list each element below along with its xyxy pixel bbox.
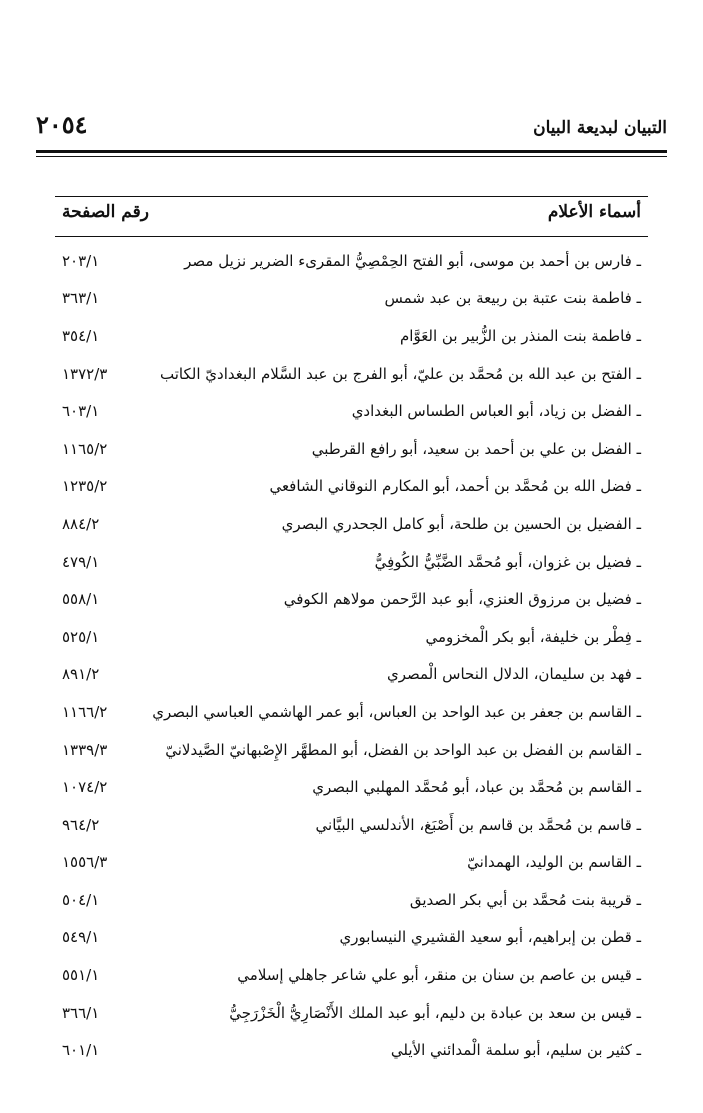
table-row	[62, 1031, 641, 1069]
table-header	[62, 202, 641, 222]
table-row	[62, 505, 641, 543]
table-row	[62, 543, 641, 581]
entry-page-ref: ٨٩١/٢	[62, 665, 100, 684]
entry-name: ـ الفضل بن زياد، أبو العباس الطساس البغدادي	[351, 402, 641, 421]
entry-page-ref: ٢٠٣/١	[62, 251, 100, 270]
table-row	[62, 392, 641, 430]
table-row	[62, 806, 641, 844]
entry-name: ـ الفضيل بن الحسين بن طلحة، أبو كامل الجحدري البصري	[281, 514, 641, 533]
table-row	[62, 355, 641, 393]
table-row	[62, 656, 641, 694]
table-row	[62, 844, 641, 882]
entry-page-ref: ١١٦٦/٢	[62, 702, 108, 721]
table-row	[62, 768, 641, 806]
entry-name: ـ القاسم بن مُحمَّد بن عباد، أبو مُحمَّد المهلبي البصري	[312, 778, 641, 797]
table-row	[62, 956, 641, 994]
table-row	[62, 580, 641, 618]
book-title: التبيان لبديعة البيان	[533, 118, 667, 138]
table-row	[62, 280, 641, 318]
entry-page-ref: ٣٥٤/١	[62, 326, 100, 345]
entry-name: ـ قيس بن سعد بن عبادة بن دليم، أبو عبد الملك الأَنْصَارِيُّ الْخَزْرَجِيُّ	[229, 1003, 641, 1022]
entry-page-ref: ١٢٣٥/٢	[62, 477, 108, 496]
entry-name: ـ القاسم بن الفضل بن عبد الواحد بن الفضل، أبو المطهَّر الإِصْبهانيّ الصَّيدلانيّ	[165, 740, 641, 759]
entry-page-ref: ٥٥٨/١	[62, 590, 100, 609]
entry-page-ref: ٦٠٣/١	[62, 402, 100, 421]
table-top-rule	[55, 196, 648, 197]
table-row	[62, 468, 641, 506]
entry-page-ref: ٣٦٣/١	[62, 289, 100, 308]
table-row	[62, 317, 641, 355]
entry-name: ـ قريبة بنت مُحمَّد بن أبي بكر الصديق	[409, 890, 641, 909]
entry-page-ref: ١٣٧٢/٣	[62, 364, 108, 383]
entry-name: ـ فضيل بن غزوان، أبو مُحمَّد الضَّبِّيُّ الكُوفِيُّ	[374, 552, 641, 571]
entry-page-ref: ١٥٥٦/٣	[62, 853, 108, 872]
table-header-rule	[55, 236, 648, 237]
table-row	[62, 618, 641, 656]
entry-name: ـ القاسم بن الوليد، الهمدانيّ	[467, 853, 641, 872]
index-list	[62, 242, 641, 1069]
entry-name: ـ قطن بن إبراهيم، أبو سعيد القشيري النيسابوري	[339, 928, 641, 947]
entry-name: ـ قيس بن عاصم بن سنان بن منقر، أبو علي شاعر جاهلي إسلامي	[237, 966, 641, 985]
page-number: ٢٠٥٤	[36, 110, 88, 139]
table-row	[62, 994, 641, 1032]
entry-name: ـ الفتح بن عبد الله بن مُحمَّد بن عليّ، أبو الفرج بن عبد السَّلام البغداديّ الكاتب	[160, 364, 641, 383]
entry-name: ـ كثير بن سليم، أبو سلمة الْمدائني الأيلي	[390, 1041, 641, 1060]
entry-page-ref: ٥٢٥/١	[62, 627, 100, 646]
entry-name: ـ الفضل بن علي بن أحمد بن سعيد، أبو رافع القرطبي	[311, 439, 641, 458]
entry-name: ـ فارس بن أحمد بن موسى، أبو الفتح الحِمْصِيُّ المقرىء الضرير نزيل مصر	[184, 251, 641, 270]
entry-name: ـ فهد بن سليمان، الدلال النحاس الْمصري	[386, 665, 641, 684]
entry-name: ـ القاسم بن جعفر بن عبد الواحد بن العباس، أبو عمر الهاشمي العباسي البصري	[152, 702, 641, 721]
column-header-page: رقم الصفحة	[62, 202, 149, 222]
table-row	[62, 430, 641, 468]
entry-page-ref: ٦٠١/١	[62, 1041, 100, 1060]
entry-name: ـ فضل الله بن مُحمَّد بن أحمد، أبو المكارم النوقاني الشافعي	[269, 477, 641, 496]
entry-page-ref: ٥٠٤/١	[62, 890, 100, 909]
column-header-names: أسماء الأعلام	[547, 202, 641, 222]
entry-name: ـ فاطمة بنت عتبة بن ربيعة بن عبد شمس	[384, 289, 641, 308]
entry-page-ref: ١٠٧٤/٢	[62, 778, 108, 797]
entry-name: ـ فِطْر بن خليفة، أبو بكر الْمخزومي	[425, 627, 641, 646]
table-row	[62, 693, 641, 731]
table-row	[62, 242, 641, 280]
table-row	[62, 881, 641, 919]
entry-name: ـ قاسم بن مُحمَّد بن قاسم بن أَصْبَغ، الأندلسي البيَّاني	[315, 815, 641, 834]
entry-page-ref: ٣٦٦/١	[62, 1003, 100, 1022]
header-divider	[36, 150, 667, 157]
entry-page-ref: ١١٦٥/٢	[62, 439, 108, 458]
entry-page-ref: ٨٨٤/٢	[62, 514, 100, 533]
table-row	[62, 919, 641, 957]
entry-page-ref: ٥٥١/١	[62, 966, 100, 985]
entry-page-ref: ٤٧٩/١	[62, 552, 100, 571]
entry-name: ـ فاطمة بنت المنذر بن الزُّبير بن العَوَّام	[399, 326, 641, 345]
entry-page-ref: ١٣٣٩/٣	[62, 740, 108, 759]
entry-name: ـ فضيل بن مرزوق العنزي، أبو عبد الرَّحمن مولاهم الكوفي	[283, 590, 641, 609]
entry-page-ref: ٩٦٤/٢	[62, 815, 100, 834]
page-header	[36, 110, 667, 139]
table-row	[62, 731, 641, 769]
entry-page-ref: ٥٤٩/١	[62, 928, 100, 947]
